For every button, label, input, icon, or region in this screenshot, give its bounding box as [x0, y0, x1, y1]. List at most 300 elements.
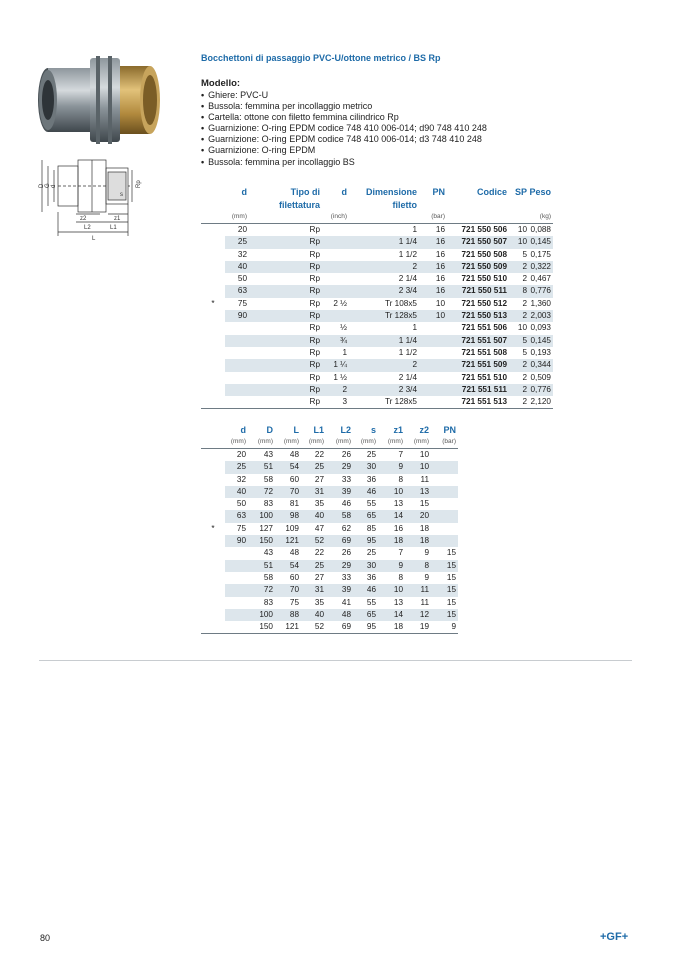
row-marker: [201, 535, 225, 547]
table-cell: 15: [431, 584, 458, 596]
table-cell: Rp: [249, 384, 322, 396]
table-cell: 15: [446, 548, 456, 558]
page-number: 80: [40, 933, 51, 943]
table-row: [201, 372, 553, 384]
table-cell: 90: [225, 310, 249, 322]
table-header-cell: SP: [514, 187, 527, 197]
table-row: [201, 609, 458, 621]
table-cell: 11: [420, 474, 429, 484]
table-cell: 22: [314, 450, 324, 459]
row-marker: [201, 486, 225, 498]
gf-logo: +GF+: [600, 931, 629, 943]
table-cell: 14: [378, 510, 405, 522]
table-cell: [322, 310, 349, 322]
table-cell: [419, 359, 447, 371]
row-marker: [201, 285, 225, 297]
label-G: G: [45, 183, 51, 188]
table-cell: 9: [378, 560, 405, 572]
table-row: [201, 461, 458, 473]
table-row: [201, 474, 458, 486]
table-row: [201, 347, 553, 359]
table-cell: Rp: [249, 236, 322, 248]
table-row: [201, 359, 553, 371]
table-cell: 35: [314, 499, 324, 509]
table-cell: Rp: [249, 261, 322, 273]
table-cell: 0,093: [530, 323, 551, 333]
table-cell: 62: [341, 523, 351, 533]
table-cell: [225, 560, 248, 572]
table-cell: 51: [248, 560, 275, 572]
table-cell: [225, 322, 249, 334]
table-cell: 18: [378, 535, 405, 547]
table-cell: 1: [412, 225, 417, 234]
table-cell: 12: [405, 609, 431, 621]
table-unit-cell: (mm): [231, 213, 247, 220]
table-cell: 0,145: [529, 236, 553, 248]
table-cell: 2: [349, 359, 419, 371]
row-marker: [201, 310, 225, 322]
table-cell: 121: [275, 535, 301, 547]
table-cell: 27: [314, 474, 324, 484]
row-marker: [201, 461, 225, 473]
table-cell: 10: [435, 298, 445, 308]
table-cell: 60: [289, 572, 299, 582]
table-header-cell: [201, 186, 225, 199]
row-marker: [201, 597, 225, 609]
table-cell: [225, 572, 248, 584]
table-cell: 22: [314, 548, 324, 558]
table-cell: 33: [341, 474, 351, 484]
table-unit-cell: [249, 212, 322, 224]
table-cell: 11: [420, 597, 429, 607]
table-cell: 721 550 509: [447, 261, 509, 273]
table-cell: 33: [341, 572, 351, 582]
table-cell: 65: [353, 510, 378, 522]
table-header-row: [201, 199, 553, 212]
table-cell: 721 551 507: [447, 335, 509, 347]
table-cell: 8: [405, 560, 431, 572]
table-cell: 30: [353, 461, 378, 473]
row-marker: [201, 224, 225, 237]
table-cell: 15: [446, 572, 456, 582]
table-cell: [225, 384, 249, 396]
table-cell: [431, 474, 458, 486]
table-cell: 29: [326, 461, 353, 473]
table-cell: 2: [509, 359, 529, 371]
row-marker: *: [211, 523, 215, 533]
table-header-cell: PN: [443, 425, 456, 435]
table-header-cell: d: [341, 187, 347, 197]
table-cell: 95: [366, 622, 376, 632]
table-cell: 26: [341, 450, 351, 459]
table-header-cell: Peso: [529, 187, 551, 197]
table-cell: 5: [522, 347, 527, 357]
label-d: d: [51, 184, 57, 188]
table-cell: 25: [225, 236, 249, 248]
table-cell: 1: [412, 323, 417, 333]
table-cell: 150: [259, 622, 273, 632]
table-cell: 2 1/4: [398, 274, 417, 284]
table-cell: 0,509: [530, 372, 551, 382]
table-unit-cell: [349, 212, 419, 224]
table-unit-cell: [447, 212, 509, 224]
row-marker: [201, 609, 225, 621]
table-cell: 2 3/4: [349, 384, 419, 396]
table-cell: 2: [509, 310, 529, 322]
table-cell: 48: [289, 450, 299, 459]
table-cell: 2,003: [529, 310, 553, 322]
table-header-cell: d: [240, 425, 246, 435]
row-marker: [201, 396, 225, 409]
table-cell: 721 551 511: [447, 384, 509, 396]
table-header-cell: Codice: [476, 187, 507, 197]
table-cell: 721 550 511: [447, 285, 509, 297]
table-header-cell: d: [241, 187, 247, 197]
table-row: [201, 335, 553, 347]
table-cell: 721 551 506: [461, 323, 507, 333]
table-cell: 16: [435, 274, 445, 284]
table-cell: [225, 621, 248, 634]
table-header-cell: s: [370, 425, 376, 435]
table-header-cell: [419, 199, 447, 212]
table-cell: 1 1/2: [398, 347, 417, 357]
table-units-row: [201, 437, 458, 449]
table-cell: 35: [314, 597, 324, 607]
table-cell: 10: [378, 486, 405, 498]
table-cell: 25: [225, 461, 248, 473]
table-cell: 20: [237, 225, 247, 234]
table-header-cell: [529, 199, 553, 212]
table-cell: 25: [301, 461, 326, 473]
row-marker: [201, 498, 225, 510]
table-cell: 721 550 508: [461, 249, 507, 259]
table-unit-cell: (mm): [283, 438, 299, 445]
table-header-cell: [225, 199, 249, 212]
table-cell: [431, 449, 458, 462]
table-cell: 5: [509, 335, 529, 347]
table-cell: 16: [435, 249, 445, 259]
row-marker: [201, 359, 225, 371]
table-cell: 2: [522, 274, 527, 284]
table-cell: 88: [275, 609, 301, 621]
table-cell: 10: [419, 310, 447, 322]
table-cell: 70: [275, 486, 301, 498]
table-cell: 721 551 513: [461, 397, 507, 407]
table-row: [201, 523, 458, 535]
technical-drawing: [38, 156, 144, 246]
dimensions-table: [201, 424, 458, 634]
table-cell: Rp: [309, 397, 320, 407]
table-cell: 55: [366, 597, 376, 607]
label-D: D: [39, 183, 45, 188]
table-cell: 40: [301, 510, 326, 522]
table-cell: 48: [289, 548, 299, 558]
table-cell: 10: [405, 461, 431, 473]
table-header-row: [201, 186, 553, 199]
row-marker: [201, 249, 225, 261]
table-cell: [225, 609, 248, 621]
row-marker: [201, 474, 225, 486]
row-marker: [201, 584, 225, 596]
table-header-row: [201, 424, 458, 437]
table-cell: 20: [236, 450, 246, 459]
table-header-cell: [322, 199, 349, 212]
table-cell: [419, 372, 447, 384]
table-row: [201, 449, 458, 462]
table-cell: 15: [431, 609, 458, 621]
table-cell: 40: [225, 261, 249, 273]
table-cell: Rp: [249, 359, 322, 371]
table-cell: 721 550 506: [461, 225, 507, 234]
table-header-cell: z1: [393, 425, 403, 435]
table-cell: 47: [314, 523, 324, 533]
table-unit-cell: (mm): [387, 438, 403, 445]
table-header-cell: PN: [432, 187, 445, 197]
table-cell: 8: [398, 572, 403, 582]
table-cell: 2: [522, 397, 527, 407]
table-cell: 40: [225, 486, 248, 498]
table-cell: Tr 128x5: [349, 310, 419, 322]
table-cell: 18: [393, 622, 403, 632]
table-cell: 90: [225, 535, 248, 547]
feature-item: • Guarnizione: O-ring EPDM codice 748 410 006-014; d3 748 410 248: [201, 134, 487, 145]
table-cell: 18: [419, 523, 429, 533]
table-row: [201, 486, 458, 498]
table-cell: 83: [263, 499, 273, 509]
table-row: [201, 298, 553, 310]
table-cell: 29: [326, 560, 353, 572]
table-cell: 0,088: [530, 225, 551, 234]
table-cell: [431, 461, 458, 473]
table-header-cell: [509, 199, 529, 212]
table-cell: 9: [378, 461, 405, 473]
table-cell: 14: [378, 609, 405, 621]
table-cell: 25: [366, 450, 376, 459]
table-header-cell: z2: [419, 425, 429, 435]
table-cell: [431, 535, 458, 547]
table-cell: 0,145: [529, 335, 553, 347]
table-cell: 83: [263, 597, 273, 607]
table-cell: [225, 584, 248, 596]
table-cell: 43: [263, 450, 273, 459]
feature-item: • Guarnizione: O-ring EPDM: [201, 145, 487, 156]
table-cell: 50: [236, 499, 246, 509]
table-cell: 0,344: [529, 359, 553, 371]
row-marker: [201, 621, 225, 634]
table-unit-cell: [201, 212, 225, 224]
table-cell: 13: [393, 499, 403, 509]
table-cell: 98: [275, 510, 301, 522]
table-cell: 2,120: [530, 397, 551, 407]
table-unit-cell: (mm): [360, 438, 376, 445]
row-marker: [201, 347, 225, 359]
table-row: [201, 621, 458, 634]
table-row: [201, 273, 553, 285]
label-s: s: [120, 192, 123, 198]
table-cell: 95: [353, 535, 378, 547]
table-cell: 46: [353, 486, 378, 498]
table-units-row: [201, 212, 553, 224]
table-row: [201, 261, 553, 273]
table-cell: Tr 128x5: [384, 397, 417, 407]
table-cell: 2: [349, 261, 419, 273]
table-cell: 58: [326, 510, 353, 522]
table-cell: 1 1/4: [349, 236, 419, 248]
table-cell: 10: [509, 236, 529, 248]
label-l: L: [92, 236, 96, 242]
table-header-cell: filetto: [392, 200, 417, 210]
table-cell: 46: [353, 584, 378, 596]
table-header-cell: L2: [340, 425, 351, 435]
table-cell: 19: [419, 622, 429, 632]
table-cell: 31: [301, 584, 326, 596]
feature-item: • Bussola: femmina per incollaggio metrico: [201, 101, 487, 112]
table-cell: 26: [341, 548, 351, 558]
row-marker: [201, 510, 225, 522]
table-cell: [419, 384, 447, 396]
table-cell: [431, 510, 458, 522]
table-unit-cell: (bar): [442, 438, 456, 445]
table-row: [201, 236, 553, 248]
table-cell: 27: [314, 572, 324, 582]
table-cell: 75: [237, 298, 247, 308]
table-unit-cell: [201, 437, 225, 449]
table-cell: 69: [341, 622, 351, 632]
table-cell: 58: [263, 474, 273, 484]
table-cell: 20: [405, 510, 431, 522]
table-cell: Rp: [249, 335, 322, 347]
row-marker: [201, 261, 225, 273]
table-cell: 10: [378, 584, 405, 596]
table-cell: 721 550 513: [447, 310, 509, 322]
table-cell: 13: [393, 597, 403, 607]
table-cell: 70: [275, 584, 301, 596]
table-cell: Rp: [309, 225, 320, 234]
table-cell: Tr 108x5: [384, 298, 417, 308]
table-cell: 0,467: [530, 274, 551, 284]
table-cell: 1 1/2: [398, 249, 417, 259]
table-cell: 2 ½: [333, 298, 347, 308]
table-cell: 9: [424, 572, 429, 582]
table-cell: 36: [366, 572, 376, 582]
table-cell: 2: [509, 384, 529, 396]
table-cell: 2: [322, 384, 349, 396]
table-cell: [322, 236, 349, 248]
table-cell: 18: [405, 535, 431, 547]
table-cell: 36: [366, 474, 376, 484]
table-cell: 60: [289, 474, 299, 484]
table-cell: 1: [342, 347, 347, 357]
row-marker: [201, 322, 225, 334]
table-cell: Rp: [309, 249, 320, 259]
table-cell: 30: [353, 560, 378, 572]
table-unit-cell: (mm): [257, 438, 273, 445]
row-marker: [201, 372, 225, 384]
table-cell: 0,175: [530, 249, 551, 259]
table-header-cell: Tipo di: [290, 187, 320, 197]
table-cell: 2 1/4: [398, 372, 417, 382]
table-unit-cell: (kg): [539, 213, 551, 220]
product-photo: [34, 48, 166, 150]
table-cell: 100: [248, 609, 275, 621]
table-cell: Rp: [309, 274, 320, 284]
table-cell: 1 1/4: [349, 335, 419, 347]
table-row: [201, 322, 553, 334]
table-cell: 109: [285, 523, 299, 533]
feature-item: • Ghiere: PVC-U: [201, 90, 487, 101]
label-z2: z2: [80, 216, 87, 222]
table-cell: 150: [248, 535, 275, 547]
table-cell: 75: [289, 597, 299, 607]
table-cell: 16: [419, 261, 447, 273]
table-unit-cell: (mm): [230, 438, 246, 445]
table-cell: 63: [225, 285, 249, 297]
table-header-cell: [201, 199, 225, 212]
table-cell: 1,360: [530, 298, 551, 308]
table-unit-cell: (mm): [413, 438, 429, 445]
table-cell: 25: [301, 560, 326, 572]
table-cell: 63: [225, 510, 248, 522]
table-cell: [225, 359, 249, 371]
table-cell: 9: [424, 548, 429, 558]
footer-divider: [39, 660, 632, 661]
table-header-cell: Dimensione: [365, 187, 417, 197]
table-cell: 2: [522, 372, 527, 382]
row-marker: [201, 273, 225, 285]
row-marker: [201, 335, 225, 347]
label-l2: L2: [84, 225, 91, 231]
table-cell: 3: [342, 397, 347, 407]
codes-table: [201, 186, 553, 409]
product-title: Bocchettoni di passaggio PVC-U/ottone metrico / BS Rp: [201, 53, 441, 63]
table-cell: 69: [326, 535, 353, 547]
table-cell: 0,776: [529, 384, 553, 396]
table-cell: 32: [237, 249, 247, 259]
table-cell: 7: [398, 548, 403, 558]
table-cell: [431, 498, 458, 510]
table-cell: 65: [353, 609, 378, 621]
table-cell: [419, 347, 447, 359]
table-cell: 16: [435, 225, 445, 234]
table-cell: 1 ¼: [322, 359, 349, 371]
table-cell: 0,776: [529, 285, 553, 297]
table-cell: 127: [259, 523, 273, 533]
table-cell: [225, 347, 249, 359]
table-cell: Rp: [249, 285, 322, 297]
table-cell: 1 ½: [333, 372, 347, 382]
table-cell: 75: [236, 523, 246, 533]
table-cell: Rp: [309, 323, 320, 333]
table-cell: 10: [419, 450, 429, 459]
table-cell: 15: [431, 560, 458, 572]
table-cell: 50: [237, 274, 247, 284]
table-cell: 721 550 507: [447, 236, 509, 248]
table-row: [201, 597, 458, 609]
table-cell: 55: [366, 499, 376, 509]
table-cell: 54: [275, 461, 301, 473]
table-cell: ¾: [322, 335, 349, 347]
row-marker: [201, 572, 225, 584]
table-cell: Rp: [309, 298, 320, 308]
table-cell: 5: [522, 249, 527, 259]
table-header-cell: [201, 424, 225, 437]
modello-label: Modello:: [201, 78, 241, 89]
table-cell: 58: [263, 572, 273, 582]
table-cell: 8: [509, 285, 529, 297]
table-cell: 16: [393, 523, 403, 533]
feature-item: • Cartella: ottone con filetto femmina cilindrico Rp: [201, 112, 487, 123]
table-cell: [225, 335, 249, 347]
